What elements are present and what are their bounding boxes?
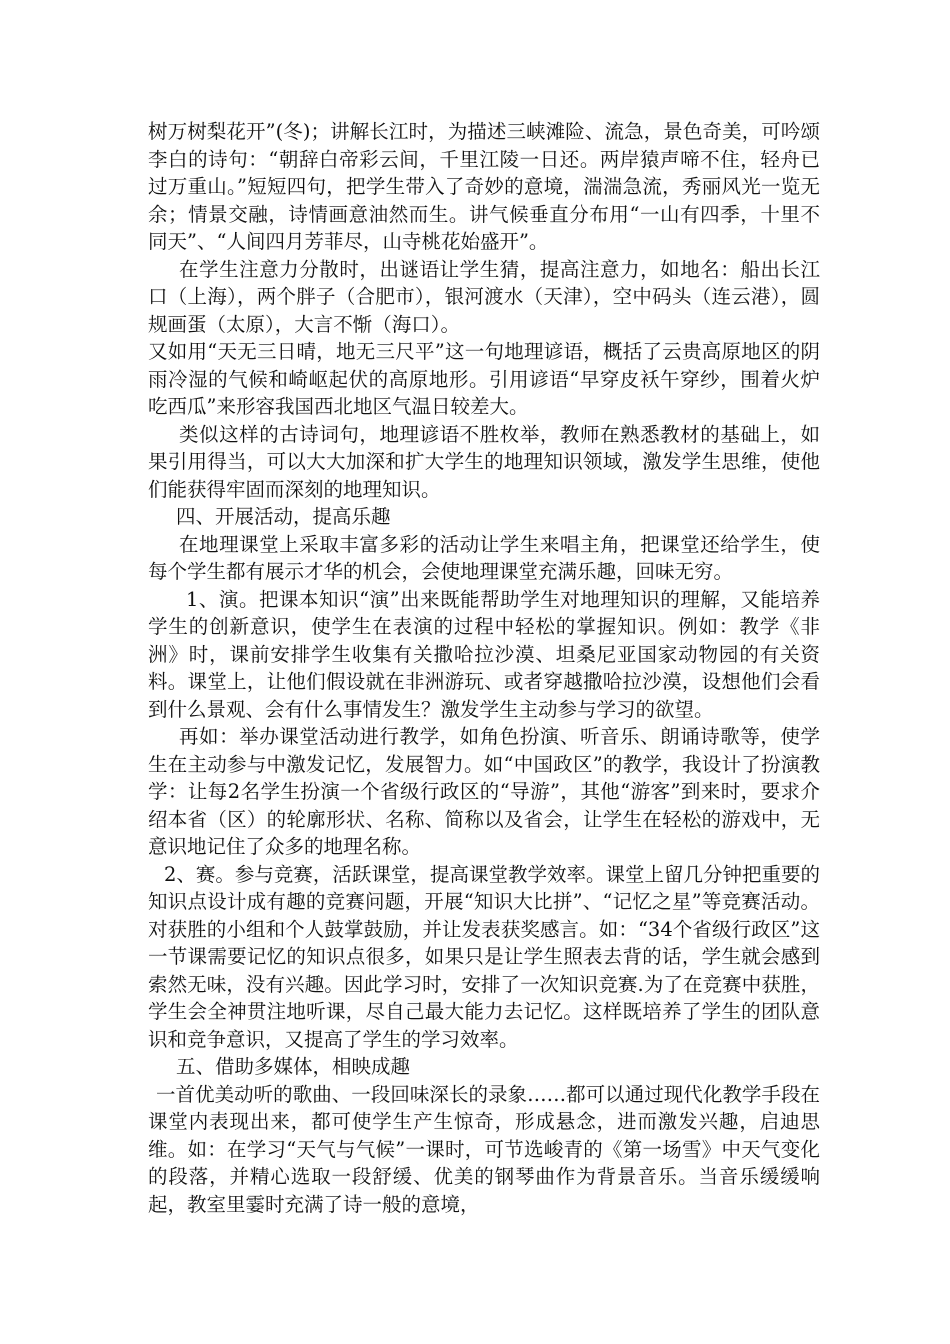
paragraph-acting: 1、演。把课本知识“演”出来既能帮助学生对地理知识的理解，又能培养学生的创新意识，使学生在表演的过程中轻松的掌握知识。例如：教学《非洲》时，课前安排学生收集有关撒哈拉沙漠、坦桑尼亚国家动物园的有关资料。课堂上，让他们假设就在非洲游玩、或者穿越撒哈拉沙漠，设想他们会看到什么景观、会有什么事情发生？激发学生主动参与学习的欲望。 [148,587,820,721]
paragraph-multimedia: 一首优美动听的歌曲、一段回味深长的录象……都可以通过现代化教学手段在课堂内表现出来，都可使学生产生惊奇，形成悬念，进而激发兴趣，启迪思维。如：在学习“天气与气候”一课时，可节选峻青的《第一场雪》中天气变化的段落，并精心选取一段舒缓、优美的钢琴曲作为背景音乐。当音乐缓缓响起，教室里霎时充满了诗一般的意境， [148,1082,820,1216]
paragraph-activities-intro: 在地理课堂上采取丰富多彩的活动让学生来唱主角，把课堂还给学生，使每个学生都有展示才华的机会，会使地理课堂充满乐趣，回味无穷。 [148,532,820,583]
paragraph-summary: 类似这样的古诗词句，地理谚语不胜枚举，教师在熟悉教材的基础上，如果引用得当，可以大大加深和扩大学生的地理知识领域，激发学生思维，使他们能获得牢固而深刻的地理知识。 [148,422,820,501]
paragraph-riddles: 在学生注意力分散时，出谜语让学生猜，提高注意力，如地名：船出长江口（上海），两个胖子（合肥市），银河渡水（天津），空中码头（连云港），圆规画蛋（太原），大言不惭（海口）。 [148,257,820,336]
paragraph-competition: 2、赛。参与竞赛，活跃课堂，提高课堂教学效率。课堂上留几分钟把重要的知识点设计成有趣的竞赛问题，开展“知识大比拼”、“记忆之星”等竞赛活动。对获胜的小组和个人鼓掌鼓励，并让发表获奖感言。如：“34个省级行政区”这一节课需要记忆的知识点很多，如果只是让学生照表去背的话，学生就会感到索然无味，没有兴趣。因此学习时，安排了一次知识竞赛.为了在竞赛中获胜，学生会全神贯注地听课，尽自己最大能力去记忆。这样既培养了学生的团队意识和竞争意识，又提高了学生的学习效率。 [148,862,820,1051]
section-heading-multimedia: 五、借助多媒体，相映成趣 [176,1055,411,1078]
section-heading-activities: 四、开展活动，提高乐趣 [176,505,391,528]
paragraph-proverbs: 又如用“天无三日晴，地无三尺平”这一句地理谚语，概括了云贵高原地区的阴雨冷湿的气候和崎岖起伏的高原地形。引用谚语“早穿皮袄午穿纱，围着火炉吃西瓜”来形容我国西北地区气温日较差大。 [148,340,820,418]
document-page [148,118,820,1218]
paragraph-poem-continuation: 树万树梨花开”(冬)；讲解长江时，为描述三峡滩险、流急，景色奇美，可吟颂李白的诗句：“朝辞白帝彩云间，千里江陵一日还。两岸猿声啼不住，轻舟已过万重山。”短短四句，把学生带入了奇妙的意境，湍湍急流，秀丽风光一览无余；情景交融，诗情画意油然而生。讲气候垂直分布用“一山有四季，十里不同天”、“人间四月芳菲尽，山寺桃花始盛开”。 [148,120,820,253]
paragraph-role-play: 再如：举办课堂活动进行教学，如角色扮演、听音乐、朗诵诗歌等，使学生在主动参与中激发记忆，发展智力。如“中国政区”的教学，我设计了扮演教学：让每2名学生扮演一个省级行政区的“导游”，其他“游客”到来时，要求介绍本省（区）的轮廓形状、名称、简称以及省会，让学生在轻松的游戏中，无意识地记住了众多的地理名称。 [148,725,820,858]
